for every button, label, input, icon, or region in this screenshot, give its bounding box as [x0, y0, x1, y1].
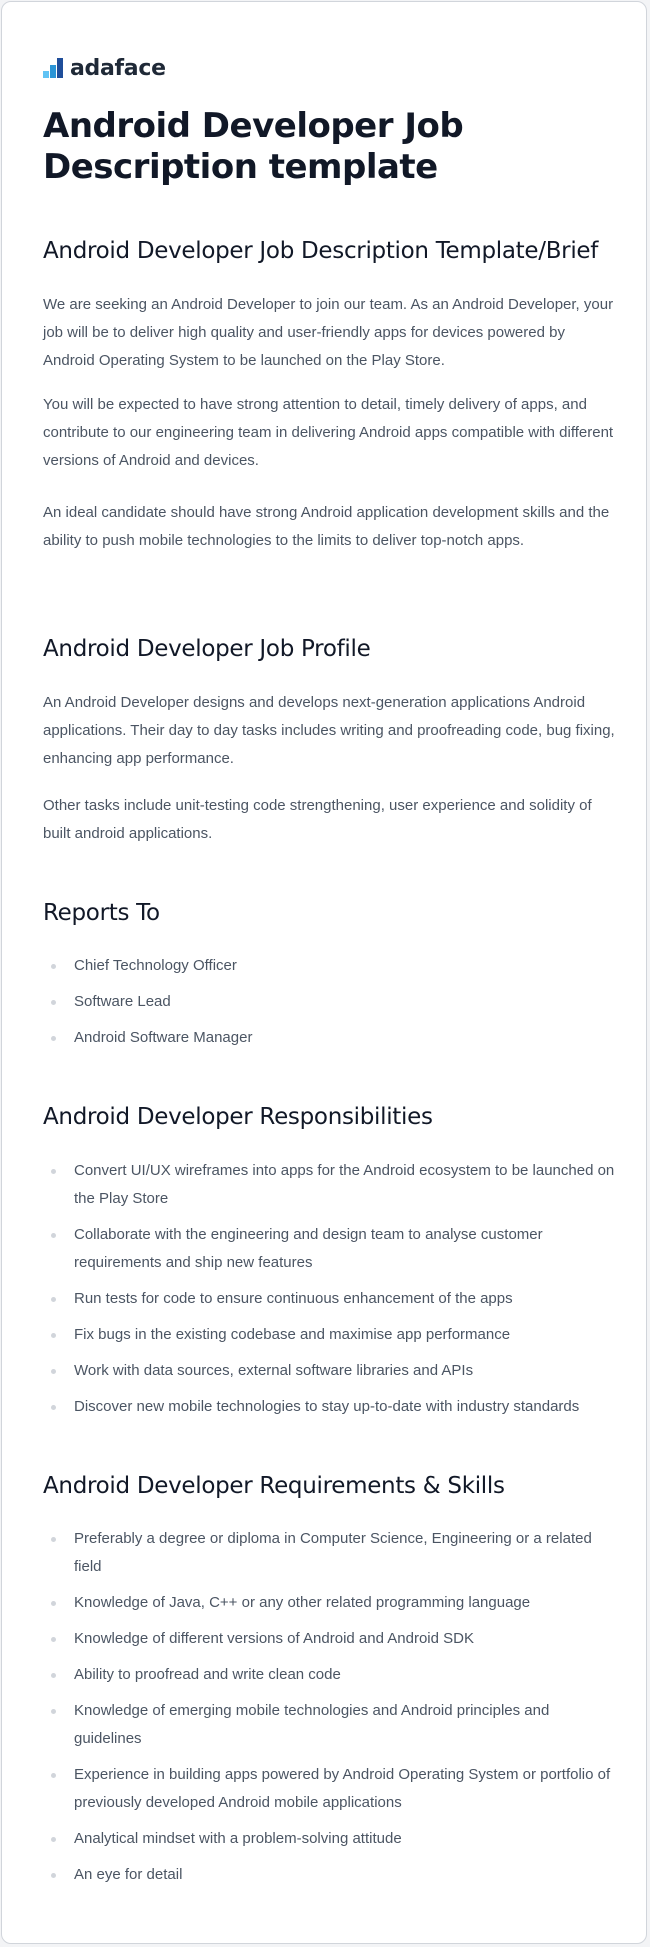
- brand-name: adaface: [70, 55, 166, 81]
- brief-paragraph-2: You will be expected to have strong attention to detail, timely delivery of apps, and contribute to our engineering team in delivering Android apps compatible with different versions of Android and devices.: [43, 396, 614, 469]
- list-item: Experience in building apps powered by Android Operating System or portfolio of previously developed Android mobile applications: [43, 1761, 618, 1817]
- brief-paragraph-1: We are seeking an Android Developer to join our team. As an Android Developer, your job will be to deliver high quality and user-friendly apps for devices powered by Android Operating System to be launched on the Play Store.: [43, 296, 614, 369]
- list-item: Chief Technology Officer: [43, 952, 618, 980]
- section-heading-requirements: Android Developer Requirements & Skills: [43, 1473, 505, 1499]
- list-item: Work with data sources, external software libraries and APIs: [43, 1357, 618, 1385]
- section-heading-profile: Android Developer Job Profile: [43, 636, 371, 662]
- list-item: Knowledge of emerging mobile technologies and Android principles and guidelines: [43, 1697, 618, 1753]
- list-item: Android Software Manager: [43, 1024, 618, 1052]
- list-item: Software Lead: [43, 988, 618, 1016]
- section-heading-responsibilities: Android Developer Responsibilities: [43, 1104, 433, 1130]
- list-item: Preferably a degree or diploma in Computer Science, Engineering or a related field: [43, 1525, 618, 1581]
- reports-to-list: [43, 952, 618, 1060]
- list-item: Ability to proofread and write clean code: [43, 1661, 618, 1689]
- list-item: Knowledge of Java, C++ or any other related programming language: [43, 1589, 618, 1617]
- section-heading-brief: Android Developer Job Description Template/Brief: [43, 238, 599, 264]
- list-item: Convert UI/UX wireframes into apps for the Android ecosystem to be launched on the Play Store: [43, 1157, 618, 1213]
- list-item: Fix bugs in the existing codebase and maximise app performance: [43, 1321, 618, 1349]
- brief-paragraph-3: An ideal candidate should have strong Android application development skills and the ability to push mobile technologies to the limits to deliver top-notch apps.: [43, 504, 610, 549]
- list-item: Analytical mindset with a problem-solving attitude: [43, 1825, 618, 1853]
- job-description-card: [1, 1, 647, 1944]
- list-item: Discover new mobile technologies to stay up-to-date with industry standards: [43, 1393, 618, 1421]
- page-title: Android Developer Job Description template: [43, 106, 464, 187]
- adaface-logo-icon: [43, 58, 63, 78]
- list-item: An eye for detail: [43, 1861, 618, 1889]
- section-heading-reports-to: Reports To: [43, 900, 160, 926]
- list-item: Knowledge of different versions of Android and Android SDK: [43, 1625, 618, 1653]
- list-item: Collaborate with the engineering and design team to analyse customer requirements and ship new features: [43, 1221, 618, 1277]
- requirements-list: [43, 1525, 618, 1897]
- brand-logo[interactable]: [43, 56, 166, 80]
- profile-paragraph-1: An Android Developer designs and develops next-generation applications Android applications. Their day to day tasks includes writing and proofreading code, bug fixing, enhancing app performance.: [43, 694, 615, 767]
- profile-paragraph-2: Other tasks include unit-testing code strengthening, user experience and solidity of built android applications.: [43, 797, 592, 842]
- responsibilities-list: [43, 1157, 618, 1429]
- list-item: Run tests for code to ensure continuous enhancement of the apps: [43, 1285, 618, 1313]
